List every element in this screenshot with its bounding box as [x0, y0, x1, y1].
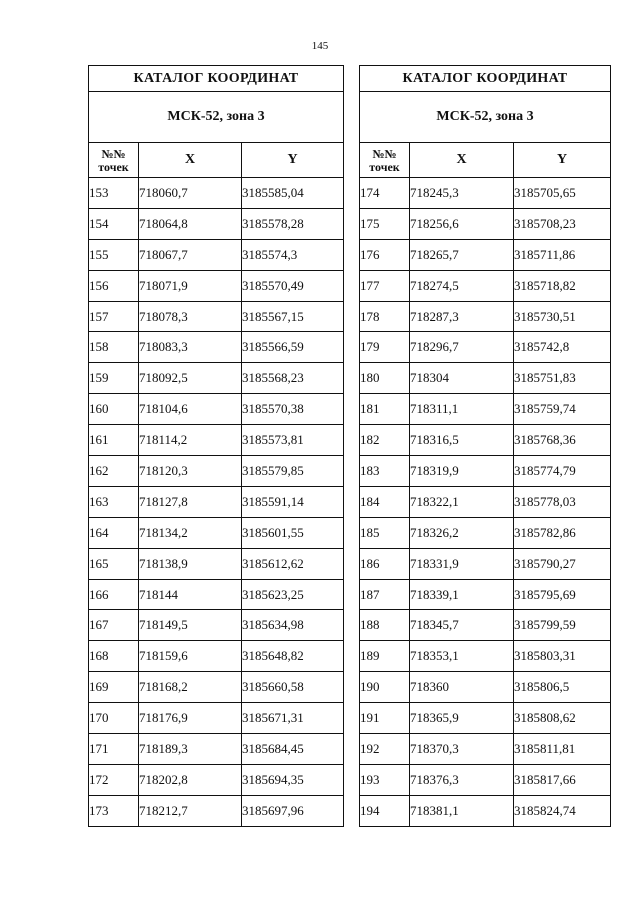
point-number-cell: 170 — [89, 703, 139, 734]
y-coordinate-cell: 3185708,23 — [514, 208, 611, 239]
x-coordinate-cell: 718256,6 — [410, 208, 514, 239]
catalog-title: КАТАЛОГ КООРДИНАТ — [89, 66, 344, 92]
column-header-x: X — [139, 143, 242, 178]
column-header-points-word: точек — [98, 160, 129, 174]
table-row — [360, 703, 611, 734]
y-coordinate-cell: 3185790,27 — [514, 548, 611, 579]
y-coordinate-cell: 3185660,58 — [242, 672, 344, 703]
point-number-cell: 190 — [360, 672, 410, 703]
y-coordinate-cell: 3185570,38 — [242, 394, 344, 425]
table-row — [360, 301, 611, 332]
y-coordinate-cell: 3185759,74 — [514, 394, 611, 425]
point-number-cell: 156 — [89, 270, 139, 301]
point-number-cell: 166 — [89, 579, 139, 610]
table-row — [89, 332, 344, 363]
y-coordinate-cell: 3185711,86 — [514, 239, 611, 270]
table-row — [360, 610, 611, 641]
x-coordinate-cell: 718370,3 — [410, 734, 514, 765]
x-coordinate-cell: 718212,7 — [139, 795, 242, 826]
point-number-cell: 183 — [360, 456, 410, 487]
x-coordinate-cell: 718287,3 — [410, 301, 514, 332]
y-coordinate-cell: 3185799,59 — [514, 610, 611, 641]
point-number-cell: 174 — [360, 178, 410, 209]
table-row — [89, 239, 344, 270]
table-row — [89, 178, 344, 209]
table-row — [89, 486, 344, 517]
x-coordinate-cell: 718144 — [139, 579, 242, 610]
table-row — [89, 579, 344, 610]
x-coordinate-cell: 718176,9 — [139, 703, 242, 734]
table-row — [360, 239, 611, 270]
table-row — [360, 178, 611, 209]
y-coordinate-cell: 3185567,15 — [242, 301, 344, 332]
column-header-point-number — [89, 143, 139, 178]
y-coordinate-cell: 3185808,62 — [514, 703, 611, 734]
table-row — [360, 795, 611, 826]
y-coordinate-cell: 3185591,14 — [242, 486, 344, 517]
point-number-cell: 185 — [360, 517, 410, 548]
column-header-points-word: точек — [369, 160, 400, 174]
y-coordinate-cell: 3185795,69 — [514, 579, 611, 610]
y-coordinate-cell: 3185718,82 — [514, 270, 611, 301]
y-coordinate-cell: 3185730,51 — [514, 301, 611, 332]
y-coordinate-cell: 3185751,83 — [514, 363, 611, 394]
column-header-y: Y — [514, 143, 611, 178]
y-coordinate-cell: 3185778,03 — [514, 486, 611, 517]
x-coordinate-cell: 718274,5 — [410, 270, 514, 301]
x-coordinate-cell: 718071,9 — [139, 270, 242, 301]
table-row — [89, 610, 344, 641]
point-number-cell: 168 — [89, 641, 139, 672]
y-coordinate-cell: 3185601,55 — [242, 517, 344, 548]
y-coordinate-cell: 3185578,28 — [242, 208, 344, 239]
x-coordinate-cell: 718092,5 — [139, 363, 242, 394]
catalog-subtitle: МСК-52, зона 3 — [89, 92, 344, 143]
x-coordinate-cell: 718265,7 — [410, 239, 514, 270]
x-coordinate-cell: 718078,3 — [139, 301, 242, 332]
x-coordinate-cell: 718311,1 — [410, 394, 514, 425]
catalog-body — [360, 178, 611, 827]
x-coordinate-cell: 718127,8 — [139, 486, 242, 517]
point-number-cell: 159 — [89, 363, 139, 394]
point-number-cell: 165 — [89, 548, 139, 579]
y-coordinate-cell: 3185570,49 — [242, 270, 344, 301]
x-coordinate-cell: 718104,6 — [139, 394, 242, 425]
catalog-body — [89, 178, 344, 827]
x-coordinate-cell: 718159,6 — [139, 641, 242, 672]
y-coordinate-cell: 3185574,3 — [242, 239, 344, 270]
table-row — [89, 363, 344, 394]
y-coordinate-cell: 3185568,23 — [242, 363, 344, 394]
x-coordinate-cell: 718083,3 — [139, 332, 242, 363]
y-coordinate-cell: 3185623,25 — [242, 579, 344, 610]
point-number-cell: 154 — [89, 208, 139, 239]
point-number-cell: 184 — [360, 486, 410, 517]
x-coordinate-cell: 718319,9 — [410, 456, 514, 487]
point-number-cell: 182 — [360, 425, 410, 456]
x-coordinate-cell: 718168,2 — [139, 672, 242, 703]
table-row — [89, 764, 344, 795]
y-coordinate-cell: 3185742,8 — [514, 332, 611, 363]
table-row — [360, 456, 611, 487]
x-coordinate-cell: 718067,7 — [139, 239, 242, 270]
table-row — [89, 270, 344, 301]
point-number-cell: 172 — [89, 764, 139, 795]
x-coordinate-cell: 718134,2 — [139, 517, 242, 548]
point-number-cell: 191 — [360, 703, 410, 734]
x-coordinate-cell: 718365,9 — [410, 703, 514, 734]
table-row — [360, 394, 611, 425]
point-number-cell: 173 — [89, 795, 139, 826]
table-row — [360, 270, 611, 301]
x-coordinate-cell: 718114,2 — [139, 425, 242, 456]
point-number-cell: 188 — [360, 610, 410, 641]
x-coordinate-cell: 718353,1 — [410, 641, 514, 672]
point-number-cell: 187 — [360, 579, 410, 610]
x-coordinate-cell: 718381,1 — [410, 795, 514, 826]
coordinate-catalog-right — [359, 65, 611, 827]
column-header-point-number — [360, 143, 410, 178]
x-coordinate-cell: 718376,3 — [410, 764, 514, 795]
y-coordinate-cell: 3185566,59 — [242, 332, 344, 363]
x-coordinate-cell: 718189,3 — [139, 734, 242, 765]
table-row — [360, 764, 611, 795]
table-row — [360, 579, 611, 610]
point-number-cell: 171 — [89, 734, 139, 765]
x-coordinate-cell: 718064,8 — [139, 208, 242, 239]
y-coordinate-cell: 3185634,98 — [242, 610, 344, 641]
column-header-x: X — [410, 143, 514, 178]
point-number-cell: 153 — [89, 178, 139, 209]
point-number-cell: 167 — [89, 610, 139, 641]
table-row — [89, 672, 344, 703]
y-coordinate-cell: 3185585,04 — [242, 178, 344, 209]
point-number-cell: 161 — [89, 425, 139, 456]
point-number-cell: 175 — [360, 208, 410, 239]
coordinate-catalog-left — [88, 65, 344, 827]
point-number-cell: 193 — [360, 764, 410, 795]
point-number-cell: 192 — [360, 734, 410, 765]
x-coordinate-cell: 718138,9 — [139, 548, 242, 579]
x-coordinate-cell: 718339,1 — [410, 579, 514, 610]
point-number-cell: 164 — [89, 517, 139, 548]
catalog-title: КАТАЛОГ КООРДИНАТ — [360, 66, 611, 92]
x-coordinate-cell: 718149,5 — [139, 610, 242, 641]
point-number-cell: 178 — [360, 301, 410, 332]
x-coordinate-cell: 718345,7 — [410, 610, 514, 641]
y-coordinate-cell: 3185768,36 — [514, 425, 611, 456]
y-coordinate-cell: 3185579,85 — [242, 456, 344, 487]
table-row — [89, 301, 344, 332]
y-coordinate-cell: 3185694,35 — [242, 764, 344, 795]
column-header-y: Y — [242, 143, 344, 178]
y-coordinate-cell: 3185671,31 — [242, 703, 344, 734]
table-row — [89, 208, 344, 239]
point-number-cell: 179 — [360, 332, 410, 363]
x-coordinate-cell: 718326,2 — [410, 517, 514, 548]
x-coordinate-cell: 718245,3 — [410, 178, 514, 209]
y-coordinate-cell: 3185648,82 — [242, 641, 344, 672]
column-header-number-sign: №№ — [372, 147, 397, 161]
y-coordinate-cell: 3185612,62 — [242, 548, 344, 579]
table-row — [360, 672, 611, 703]
point-number-cell: 177 — [360, 270, 410, 301]
x-coordinate-cell: 718304 — [410, 363, 514, 394]
point-number-cell: 162 — [89, 456, 139, 487]
y-coordinate-cell: 3185803,31 — [514, 641, 611, 672]
point-number-cell: 157 — [89, 301, 139, 332]
point-number-cell: 163 — [89, 486, 139, 517]
y-coordinate-cell: 3185824,74 — [514, 795, 611, 826]
point-number-cell: 180 — [360, 363, 410, 394]
table-row — [89, 456, 344, 487]
y-coordinate-cell: 3185806,5 — [514, 672, 611, 703]
table-row — [360, 517, 611, 548]
x-coordinate-cell: 718360 — [410, 672, 514, 703]
table-row — [89, 641, 344, 672]
point-number-cell: 194 — [360, 795, 410, 826]
x-coordinate-cell: 718316,5 — [410, 425, 514, 456]
table-row — [360, 332, 611, 363]
point-number-cell: 176 — [360, 239, 410, 270]
catalog-subtitle: МСК-52, зона 3 — [360, 92, 611, 143]
table-row — [360, 734, 611, 765]
x-coordinate-cell: 718120,3 — [139, 456, 242, 487]
y-coordinate-cell: 3185811,81 — [514, 734, 611, 765]
x-coordinate-cell: 718296,7 — [410, 332, 514, 363]
table-row — [360, 208, 611, 239]
table-row — [89, 734, 344, 765]
table-row — [89, 394, 344, 425]
point-number-cell: 160 — [89, 394, 139, 425]
table-row — [360, 641, 611, 672]
y-coordinate-cell: 3185782,86 — [514, 517, 611, 548]
point-number-cell: 155 — [89, 239, 139, 270]
y-coordinate-cell: 3185684,45 — [242, 734, 344, 765]
table-row — [360, 486, 611, 517]
table-row — [360, 363, 611, 394]
table-row — [89, 795, 344, 826]
page-number: 145 — [311, 40, 329, 52]
table-row — [360, 425, 611, 456]
point-number-cell: 189 — [360, 641, 410, 672]
point-number-cell: 181 — [360, 394, 410, 425]
point-number-cell: 169 — [89, 672, 139, 703]
y-coordinate-cell: 3185697,96 — [242, 795, 344, 826]
table-row — [89, 425, 344, 456]
x-coordinate-cell: 718322,1 — [410, 486, 514, 517]
x-coordinate-cell: 718060,7 — [139, 178, 242, 209]
column-header-number-sign: №№ — [101, 147, 126, 161]
x-coordinate-cell: 718331,9 — [410, 548, 514, 579]
point-number-cell: 158 — [89, 332, 139, 363]
table-row — [89, 548, 344, 579]
table-row — [89, 703, 344, 734]
point-number-cell: 186 — [360, 548, 410, 579]
y-coordinate-cell: 3185573,81 — [242, 425, 344, 456]
table-row — [89, 517, 344, 548]
y-coordinate-cell: 3185705,65 — [514, 178, 611, 209]
y-coordinate-cell: 3185774,79 — [514, 456, 611, 487]
x-coordinate-cell: 718202,8 — [139, 764, 242, 795]
y-coordinate-cell: 3185817,66 — [514, 764, 611, 795]
table-row — [360, 548, 611, 579]
